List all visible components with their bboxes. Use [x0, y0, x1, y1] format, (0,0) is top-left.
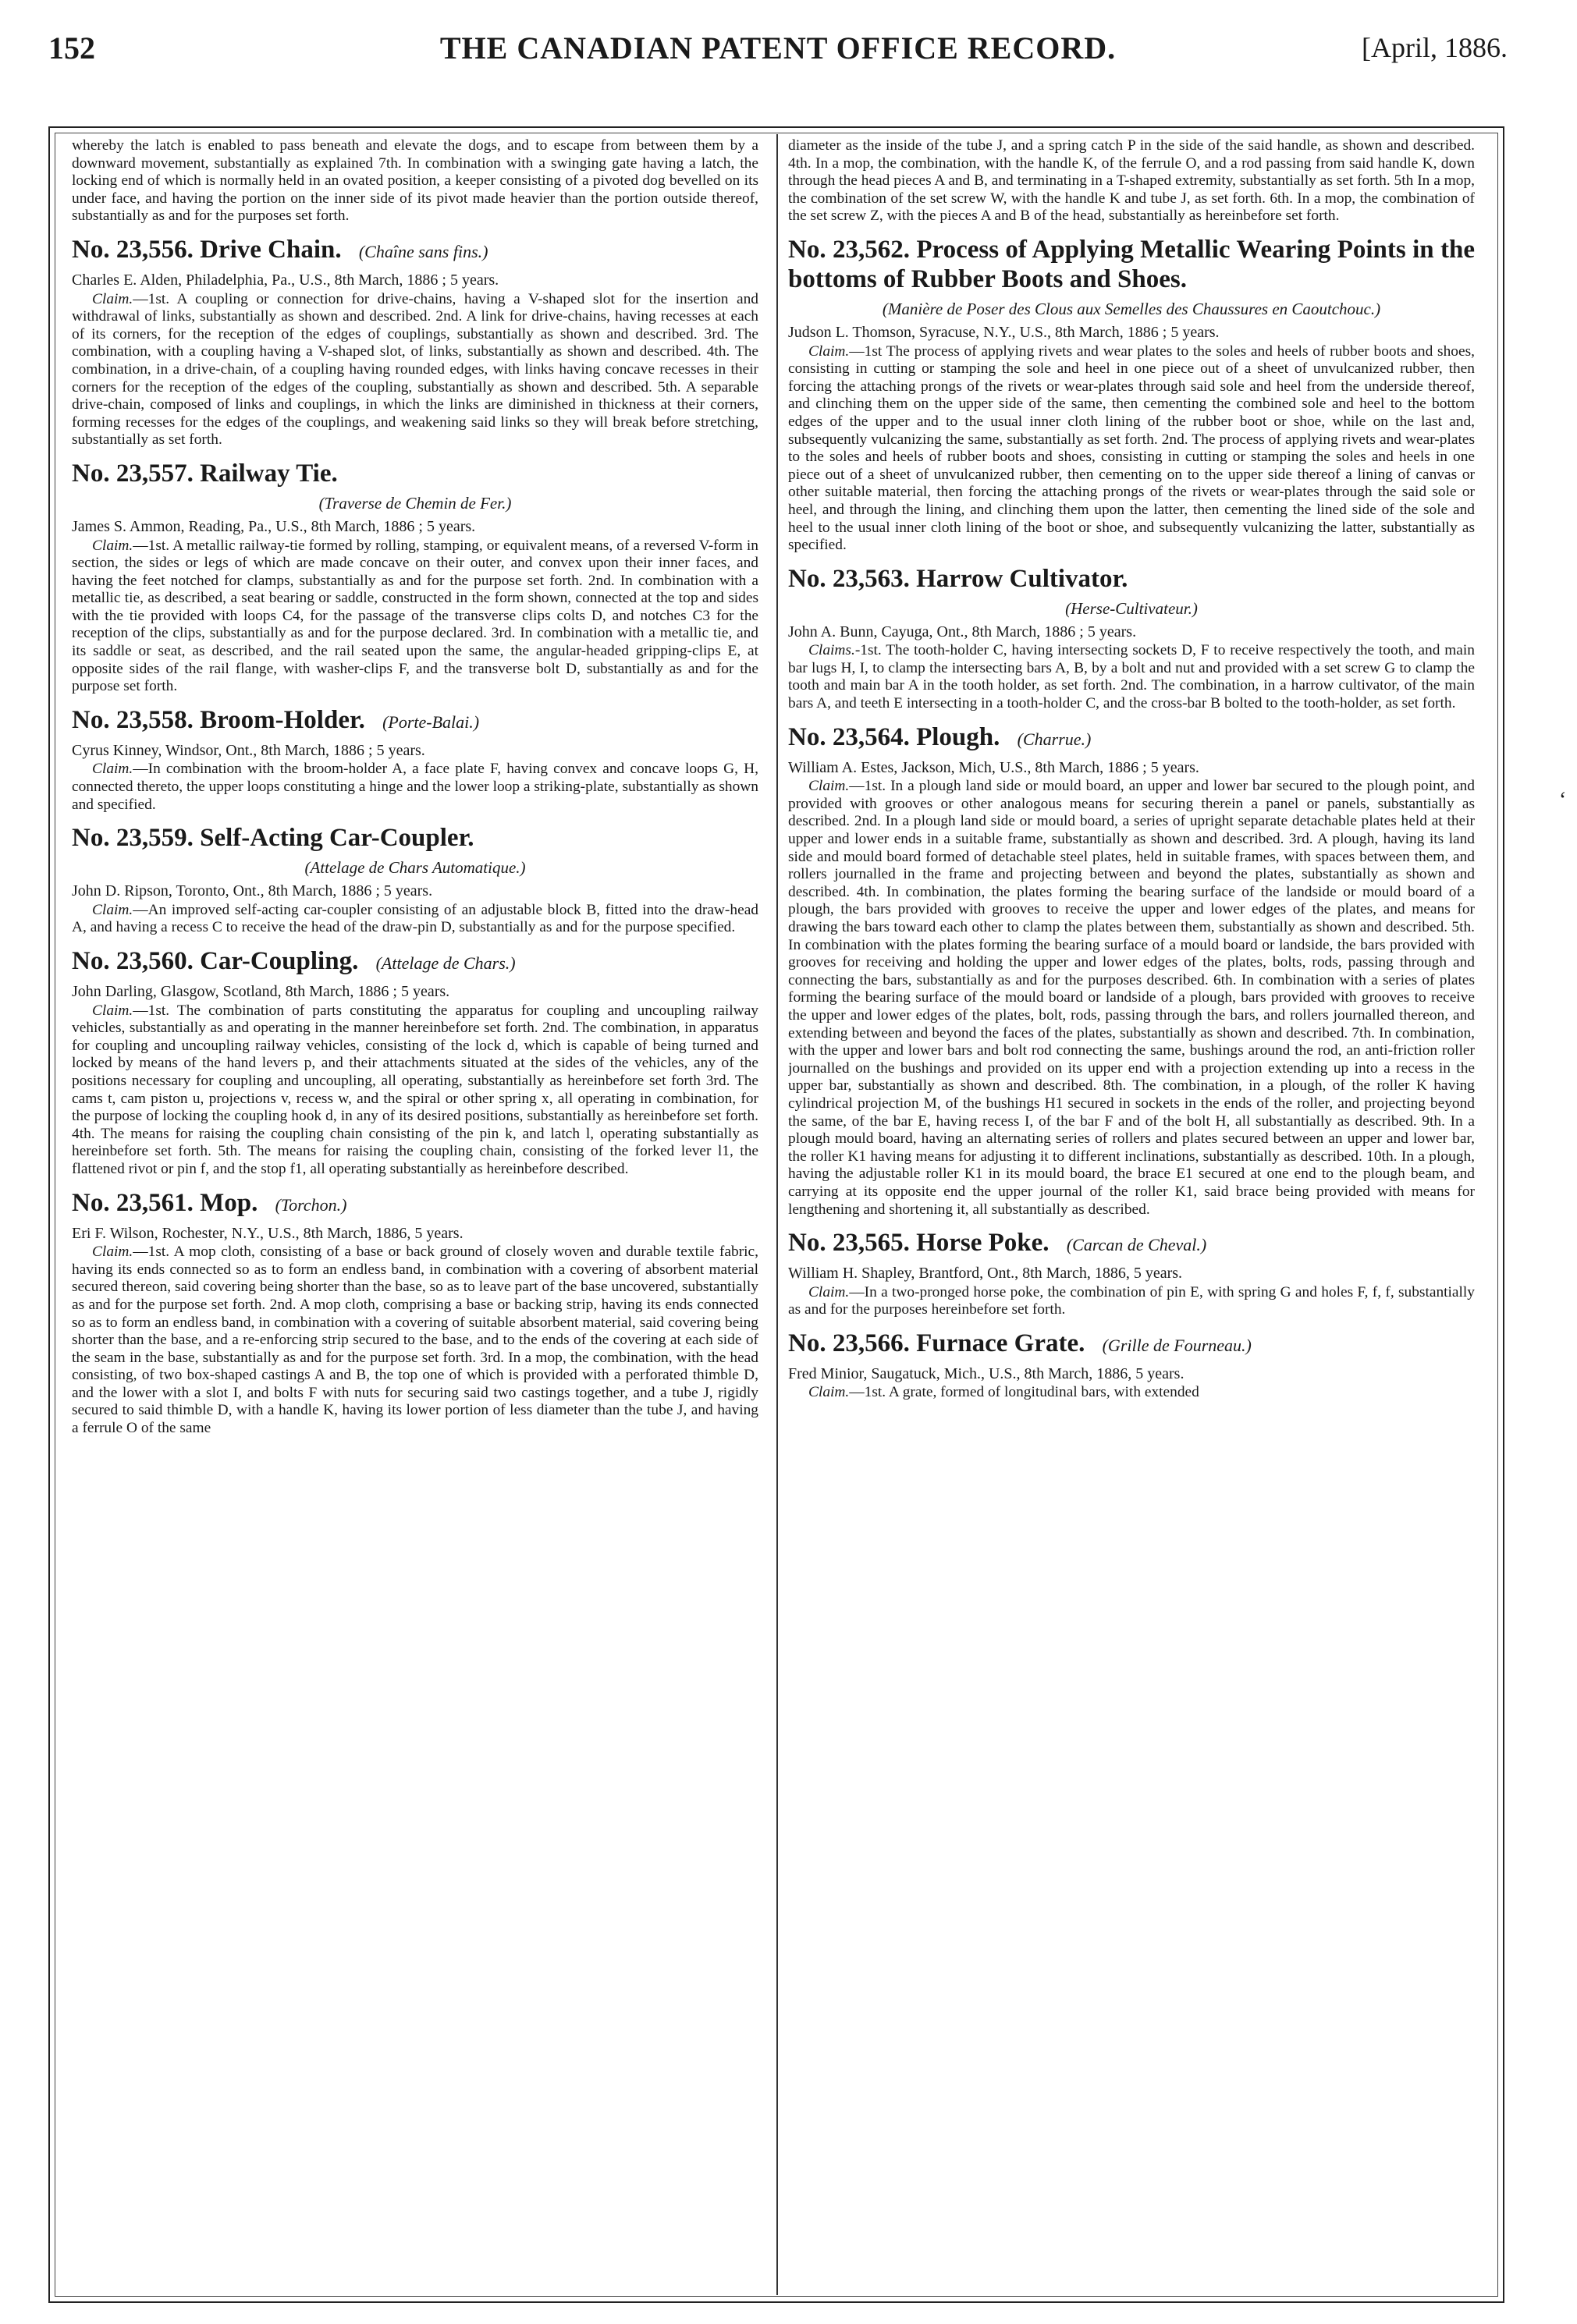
inventor-line: Eri F. Wilson, Rochester, N.Y., U.S., 8th March, 1886, 5 years.: [72, 1224, 464, 1242]
patent-entry: [788, 564, 1475, 713]
margin-tick-mark: ‘: [1559, 788, 1567, 812]
claim-text: [788, 1384, 1475, 1402]
claim-label: Claim.: [92, 290, 133, 307]
patent-title: [788, 1329, 1475, 1361]
patent-name: Process of Applying Metallic Wearing Points in the bottoms of Rubber Boots and Shoes.: [788, 235, 1475, 293]
claim-body: —1st. In a plough land side or mould board, an upper and lower bar secured to the plough point, and provided with grooves or other analogous means for securing therein a panel or panels, substantially as described. 2nd. In a plough land side or mould board, a series of upright separate detachable plates held at their upper and lower ends in a suitable frame, substantially as shown and described. 3rd. A plough, having its land side and mould board formed of detachable steel plates, held in suitable frames, with spaces between them, and rollers journalled in the frame and projecting between and beyond the plates, substantially as shown and described. 4th. In combination, the plates forming the bearing surface of the landside or mould board of a plough, the bars provided with grooves to receive the upper and lower edges of the plates, and means for drawing the bars toward each other to clamp the plates between them, substantially as shown and described. 5th. In combination with the plates forming the bearing surface of a mould board or landside, the bars provided with grooves for receiving and holding the upper and lower edges of the plates, bolts, rods, passing through and connecting the bars, substantially as and for the purposes described. 6th. In combination with a series of plates forming the bearing surface of the mould board or landside of a plough, bars provided with grooves to receive the upper and lower edges of the plates, bolt, rods, passing through the bars, and rollers journalled thereon, and extending between and beyond the faces of the plates, substantially as shown and described. 7th. In combination, with the upper and lower bars and bolt rod connecting the same, bushings around the rod, an anti-friction roller journalled on the bushings and provided on its upper end with a projection extending up into a recess in the upper bar, substantially as shown and described. 8th. The combination, in a plough, of the roller K having cylindrical projection M, of the bushings H1 secured in sockets in the ends of the roller, and projecting beyond the same, of the bar E, having recess I, of the bar F and of the bolt H, all substantially as described. 9th. In a plough mould board, having an alternating series of rollers and plates secured between an upper and lower bar, the roller K1 having means for adjusting it to different inclinations, substantially as described. 10th. In a plough, having the adjustable roller K1 in its mould board, the brace E1 secured at one end to the plough beam, and carrying at its opposite end the upper journal of the roller K1, said brace being provided with means for lengthening and shortening it, all substantially as described.: [788, 778, 1475, 1218]
claim-body: —1st. The combination of parts constituting the apparatus for coupling and uncoupling railway vehicles, substantially as and operating in the manner hereinbefore set forth. 2nd. The combination, in apparatus for coupling and uncoupling railway vehicles, consisting of the lock d, which is capable of being turned and locked by means of the hand levers p, and their attachments situated at the sides of the vehicles, any of the positions necessary for coupling and uncoupling, all operating, substantially as hereinbefore set forth 3rd. The cams t, cam piston u, projections v, recess w, and the spiral or other spring x, all operating in combination, for the purpose of locking the coupling hook d, in any of its desired positions, substantially as hereinbefore set forth. 4th. The means for raising the coupling chain consisting of the pin k, and latch l, operating substantially as hereinbefore set forth. 5th. The means for raising the coupling chain, consisting of the forked lever l1, the flattened rivot or pin f, and the stop f1, all operating substantially as hereinbefore described.: [72, 1002, 758, 1177]
patent-name: Plough.: [916, 722, 1000, 751]
claim-label: Claim.: [92, 761, 133, 778]
claim-body: —1st. A mop cloth, consisting of a base or back ground of closely woven and durable textile fabric, having its ends connected so as to form an endless band, in combination with a covering of absorbent material secured thereon, said covering being shorter than the base, so as to leave part of the base uncovered, substantially as and for the purpose set forth. 2nd. A mop cloth, comprising a base or backing strip, having its ends connected so as to form an endless band, in combination with a covering of suitable absorbent material, said covering being shorter than the base, and a re-enforcing strip secured to the base, and to the ends of the covering at each side of the seam in the base, substantially as and for the purpose set forth. 3rd. In a mop, the combination, with the head consisting, of two box-shaped castings A and B, the top one of which is provided with a perforated thimble D, and the lower with a slot I, and bolts F with nuts for securing said two castings together, and a tube J, rigidly secured to said thimble D, with a handle K, having its lower portion of less diameter than the tube J, and having a ferrule O of the same: [72, 1244, 758, 1437]
patent-name: Car-Coupling.: [200, 947, 359, 975]
french-title: (Manière de Poser des Clous aux Semelles des Chaussures en Caoutchouc.): [882, 299, 1381, 318]
patent-number: No. 23,560.: [72, 947, 194, 975]
claim-body: —1st. A grate, formed of longitudinal bars, with extended: [849, 1384, 1199, 1401]
claim-body: —In combination with the broom-holder A, a face plate F, having convex and concave loops G, H, connected thereto, the upper loops constituting a hinge and the lower loop a striking-plate, substantially as shown and specified.: [72, 761, 758, 813]
column-divider: [776, 134, 778, 2295]
french-title: (Traverse de Chemin de Fer.): [318, 493, 512, 513]
patent-title: [788, 235, 1475, 294]
french-title: (Porte-Balai.): [382, 711, 480, 732]
patent-title: [72, 705, 758, 737]
french-title: (Torchon.): [275, 1194, 347, 1215]
claim-label: Claim.: [92, 901, 133, 918]
patent-name: Drive Chain.: [200, 235, 342, 264]
patent-entry: [788, 235, 1475, 555]
patent-title: [788, 564, 1475, 594]
publication-title: THE CANADIAN PATENT OFFICE RECORD.: [439, 30, 1117, 66]
issue-date: [April, 1886.: [1362, 32, 1508, 63]
patent-entry: [72, 946, 758, 1179]
page-header: [48, 30, 1508, 76]
claim-label: Claim.: [92, 537, 133, 554]
claim-label: Claim.: [92, 1244, 133, 1261]
claim-label: Claims.: [808, 642, 855, 659]
patent-number: No. 23,566.: [788, 1329, 910, 1357]
patent-number: No. 23,557.: [72, 459, 194, 488]
patent-entry: [72, 823, 758, 937]
claim-text: [788, 343, 1475, 555]
french-title: (Attelage de Chars Automatique.): [304, 858, 526, 878]
patent-entry: [72, 459, 758, 696]
french-title: (Charrue.): [1017, 729, 1092, 749]
claim-text: [72, 1002, 758, 1179]
claim-body: —In a two-pronged horse poke, the combination of pin E, with spring G and holes F, f, f, substantially as and for the purposes hereinbefore set forth.: [788, 1283, 1475, 1318]
inventor-line: Fred Minior, Saugatuck, Mich., U.S., 8th March, 1886, 5 years.: [788, 1364, 1185, 1382]
french-title: (Chaîne sans fins.): [358, 241, 488, 261]
patent-entry: [72, 1188, 758, 1438]
inventor-line: James S. Ammon, Reading, Pa., U.S., 8th March, 1886 ; 5 years.: [72, 517, 476, 535]
patent-number: No. 23,556.: [72, 235, 194, 264]
french-title: (Grille de Fourneau.): [1102, 1335, 1252, 1355]
claim-body: —1st. A coupling or connection for drive-chains, having a V-shaped slot for the insertion and withdrawal of links, substantially as shown and described. 2nd. A link for drive-chains, having recesses at each of its corners, for the reception of the edges of couplings, substantially as shown and described. 3rd. The combination, with a coupling having a V-shaped slot, of links, substantially as shown and described. 4th. The combination, in a drive-chain, of a coupling having rounded edges, with links having concave recesses in their corners for the reception of the edges of the coupling, substantially as shown and described. 5th. A separable drive-chain, composed of links and couplings, in which the links are diminished in thickness at their corners, forming recesses for the edges of the couplings, and weakening said links so they will break before stretching, substantially as set forth.: [72, 290, 758, 449]
patent-entry: [72, 235, 758, 449]
inventor-line: John Darling, Glasgow, Scotland, 8th March, 1886 ; 5 years.: [72, 983, 450, 1000]
patent-name: Railway Tie.: [200, 459, 338, 488]
french-title: (Herse-Cultivateur.): [1065, 598, 1198, 618]
claim-label: Claim.: [92, 1002, 133, 1019]
claim-label: Claim.: [808, 1283, 850, 1300]
patent-title: [788, 1228, 1475, 1260]
continued-claim-text: diameter as the inside of the tube J, and a spring catch P in the side of the said handle, as shown and described. 4th. In a mop, the combination, with the handle K, of the ferrule O, and a rod passing from said handle K, down through the head pieces A and B, and terminating in a T-shaped extremity, substantially as set forth. 5th In a mop, the combination of the set screw W, with the handle K and tube J, as set forth. 6th. In a mop, the combination of the set screw Z, with the pieces A and B of the head, substantially as hereinbefore set forth.: [788, 137, 1475, 225]
right-column: [788, 137, 1475, 2290]
claim-label: Claim.: [808, 1384, 850, 1401]
patent-name: Mop.: [200, 1188, 258, 1217]
inventor-line: William A. Estes, Jackson, Mich, U.S., 8th March, 1886 ; 5 years.: [788, 758, 1199, 776]
claim-text: [72, 291, 758, 449]
claim-body: -1st. The tooth-holder C, having intersecting sockets D, F to receive respectively the tooth, and main bar lugs H, I, to clamp the intersecting bars A, B, by a bolt and nut and provided with a set screw G to clamp the tooth and main bar A in the tooth holder, as set forth. 2nd. The combination, in a harrow cultivator, of the main bars A, and teeth E intersecting in a tooth-holder C, and the cross-bar B bolted to the tooth-holder, as set forth.: [788, 642, 1475, 712]
patent-number: No. 23,558.: [72, 705, 194, 734]
claim-label: Claim.: [808, 342, 850, 360]
claim-body: —1st. A metallic railway-tie formed by rolling, stamping, or equivalent means, of a reversed V-form in section, the sides or legs of which are made concave on their outer, and convex upon their inner faces, and having the feet notched for clamps, substantially as and for the purpose set forth. 2nd. In combination with a metallic tie, as described, a seat bearing or saddle, constructed in the form shown, connected at the top and sides with the tie provided with loops C4, for the passage of the transverse clips colts D, and notches C3 for the reception of the clips, substantially as and for the purpose declared. 3rd. In combination with a metallic tie, and its saddle or seat, as described, and the rail seated upon the same, the angular-headed gripping-clips E, at opposite sides of the rail flange, with washer-clips F, and the transverse bolt D, substantially as and for the purpose set forth.: [72, 537, 758, 695]
left-column: [72, 137, 758, 2290]
inventor-line: Cyrus Kinney, Windsor, Ont., 8th March, 1886 ; 5 years.: [72, 741, 425, 759]
inventor-line: Judson L. Thomson, Syracuse, N.Y., U.S., 8th March, 1886 ; 5 years.: [788, 323, 1220, 341]
claim-label: Claim.: [808, 778, 850, 795]
patent-name: Horse Poke.: [916, 1229, 1050, 1258]
inventor-line: William H. Shapley, Brantford, Ont., 8th March, 1886, 5 years.: [788, 1265, 1183, 1283]
patent-title: [72, 823, 758, 853]
claim-text: [72, 902, 758, 937]
claim-text: [72, 1244, 758, 1438]
patent-number: No. 23,564.: [788, 722, 910, 751]
inventor-line: John A. Bunn, Cayuga, Ont., 8th March, 1886 ; 5 years.: [788, 623, 1137, 640]
patent-number: No. 23,565.: [788, 1229, 910, 1258]
patent-title: [72, 1188, 758, 1220]
french-title: (Carcan de Cheval.): [1066, 1235, 1207, 1255]
patent-title: [72, 459, 758, 488]
patent-number: No. 23,563.: [788, 564, 910, 593]
inventor-line: Charles E. Alden, Philadelphia, Pa., U.S., 8th March, 1886 ; 5 years.: [72, 271, 499, 289]
patent-title: [72, 946, 758, 978]
patent-name: Furnace Grate.: [916, 1329, 1085, 1357]
page-number: 152: [48, 30, 95, 66]
claim-text: [788, 1284, 1475, 1319]
patent-entry: [788, 1228, 1475, 1319]
patent-number: No. 23,562.: [788, 235, 910, 264]
patent-entry: [788, 1329, 1475, 1402]
continued-claim-text: whereby the latch is enabled to pass beneath and elevate the dogs, and to escape from between them by a downward movement, substantially as explained 7th. In combination with a swinging gate having a latch, the locking end of which is normally held in an ovated position, a keeper consisting of a pivoted dog bevelled on its under face, and having the portion on the inner side of its pivot made heavier than the portion outside thereof, substantially as and for the purposes set forth.: [72, 137, 758, 225]
claim-body: —An improved self-acting car-coupler consisting of an adjustable block B, fitted into the draw-head A, and having a recess C to receive the head of the draw-pin D, substantially as and for the purpose specified.: [72, 901, 758, 936]
patent-number: No. 23,559.: [72, 824, 194, 853]
claim-text: [72, 538, 758, 696]
patent-name: Self-Acting Car-Coupler.: [200, 824, 474, 853]
claim-text: [788, 778, 1475, 1219]
patent-name: Broom-Holder.: [200, 705, 365, 734]
patent-entry: [788, 722, 1475, 1219]
patent-title: [788, 722, 1475, 754]
claim-text: [788, 642, 1475, 712]
claim-body: —1st The process of applying rivets and wear plates to the soles and heels of rubber boots and shoes, consisting in cutting or stamping the sole and heel in one piece out of a sheet of unvulcanized rubber, then forcing the attaching prongs of the rivets or wear-plates through said sole and heel from the underside thereof, and clinching them on the upper side of the same, then cementing the combined sole and heel to the bottom edges of the upper and to the usual inner cloth lining of the rubber boot or shoe, while on the last and, subsequently vulcanizing the same, substantially as set forth. 2nd. The process of applying rivets and wear-plates to the soles and heels of rubber boots and shoes, consisting in cutting or stamping the soles and heels in one piece out of a sheet of unvulcanized rubber, then cementing on to the upper side thereof a lining of canvas or other suitable material, then forcing the attaching prongs of the rivets or wear-plates through the said sole or heel, and through the lining, and clinching them upon the latter, then cementing the lined side of the sole and heel to the usual inner cloth lining of the boot or shoe, and subsequently vulcanizing the latter, substantially as specified.: [788, 342, 1475, 554]
patent-name: Harrow Cultivator.: [916, 564, 1128, 593]
french-title: (Attelage de Chars.): [375, 953, 516, 973]
claim-text: [72, 761, 758, 814]
patent-entry: [72, 705, 758, 814]
patent-number: No. 23,561.: [72, 1188, 194, 1217]
patent-title: [72, 235, 758, 267]
inventor-line: John D. Ripson, Toronto, Ont., 8th March, 1886 ; 5 years.: [72, 882, 433, 900]
